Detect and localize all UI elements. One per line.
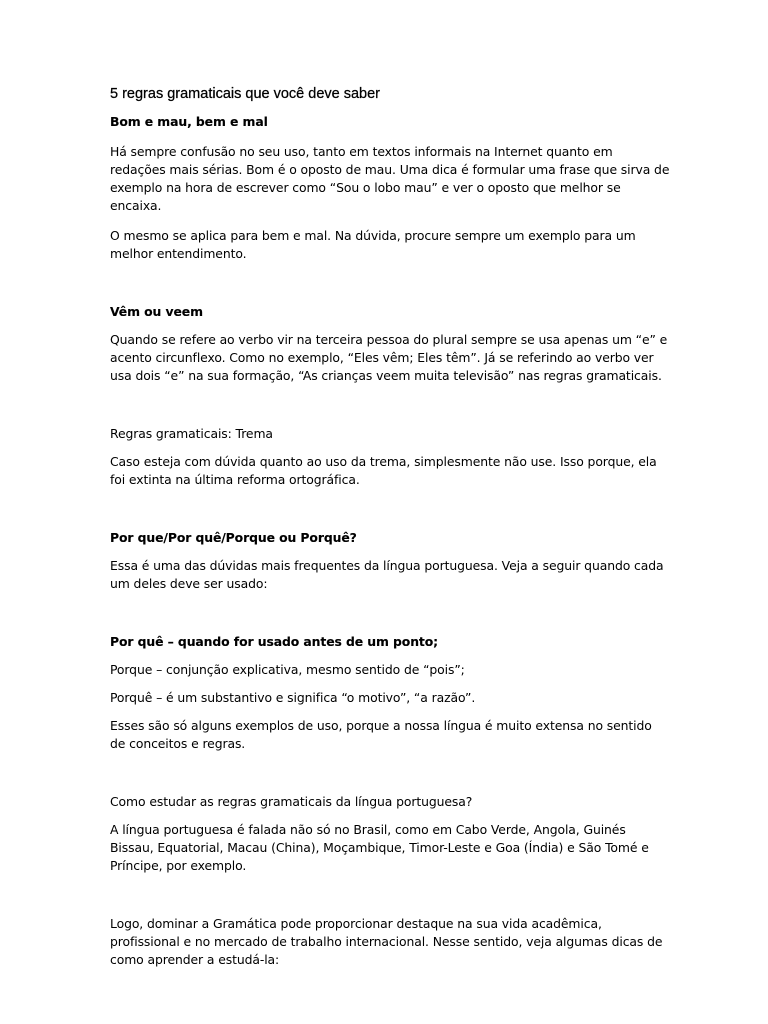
document-title: 5 regras gramaticais que você deve saber (110, 86, 381, 102)
section-heading-vem-veem: Vêm ou veem (110, 304, 203, 319)
paragraph: O mesmo se aplica para bem e mal. Na dúvida, procure sempre um exemplo para um melhor entendimento. (110, 228, 636, 261)
paragraph: Quando se refere ao verbo vir na terceira pessoa do plural sempre se usa apenas um “e” e acento circunflexo. Como no exemplo, “Eles vêm; Eles têm”. Já se referindo ao verbo ver usa dois “e” na sua formação, “As crianças veem muita televisão” nas regras gramaticais. (110, 332, 668, 383)
paragraph: Essa é uma das dúvidas mais frequentes da língua portuguesa. Veja a seguir quando cada um deles deve ser usado: (110, 558, 664, 591)
section-heading-bom-mau: Bom e mau, bem e mal (110, 114, 268, 129)
document-page (110, 84, 670, 969)
paragraph: Logo, dominar a Gramática pode proporcionar destaque na sua vida acadêmica, profissional e no mercado de trabalho internacional. Nesse sentido, veja algumas dicas de como aprender a estudá-la: (110, 916, 663, 967)
paragraph: A língua portuguesa é falada não só no Brasil, como em Cabo Verde, Angola, Guinés Bissau, Equatorial, Macau (China), Moçambique, Timor-Leste e Goa (Índia) e São Tomé e Príncipe, por exemplo. (110, 822, 649, 873)
section-heading-porque: Por que/Por quê/Porque ou Porquê? (110, 530, 357, 545)
paragraph: Esses são só alguns exemplos de uso, porque a nossa língua é muito extensa no sentido de conceitos e regras. (110, 718, 652, 751)
paragraph: Há sempre confusão no seu uso, tanto em textos informais na Internet quanto em redações mais sérias. Bom é o oposto de mau. Uma dica é formular uma frase que sirva de exemplo na hora de escrever como “Sou o lobo mau” e ver o oposto que melhor se encaixa. (110, 144, 670, 213)
list-item: Porque – conjunção explicativa, mesmo sentido de “pois”; (110, 662, 465, 677)
section-heading-trema: Regras gramaticais: Trema (110, 426, 273, 441)
list-item: Por quê – quando for usado antes de um ponto; (110, 634, 439, 649)
paragraph: Caso esteja com dúvida quanto ao uso da trema, simplesmente não use. Isso porque, ela foi extinta na última reforma ortográfica. (110, 454, 657, 487)
list-item: Porquê – é um substantivo e significa “o motivo”, “a razão”. (110, 690, 476, 705)
section-heading-como-estudar: Como estudar as regras gramaticais da língua portuguesa? (110, 794, 473, 809)
